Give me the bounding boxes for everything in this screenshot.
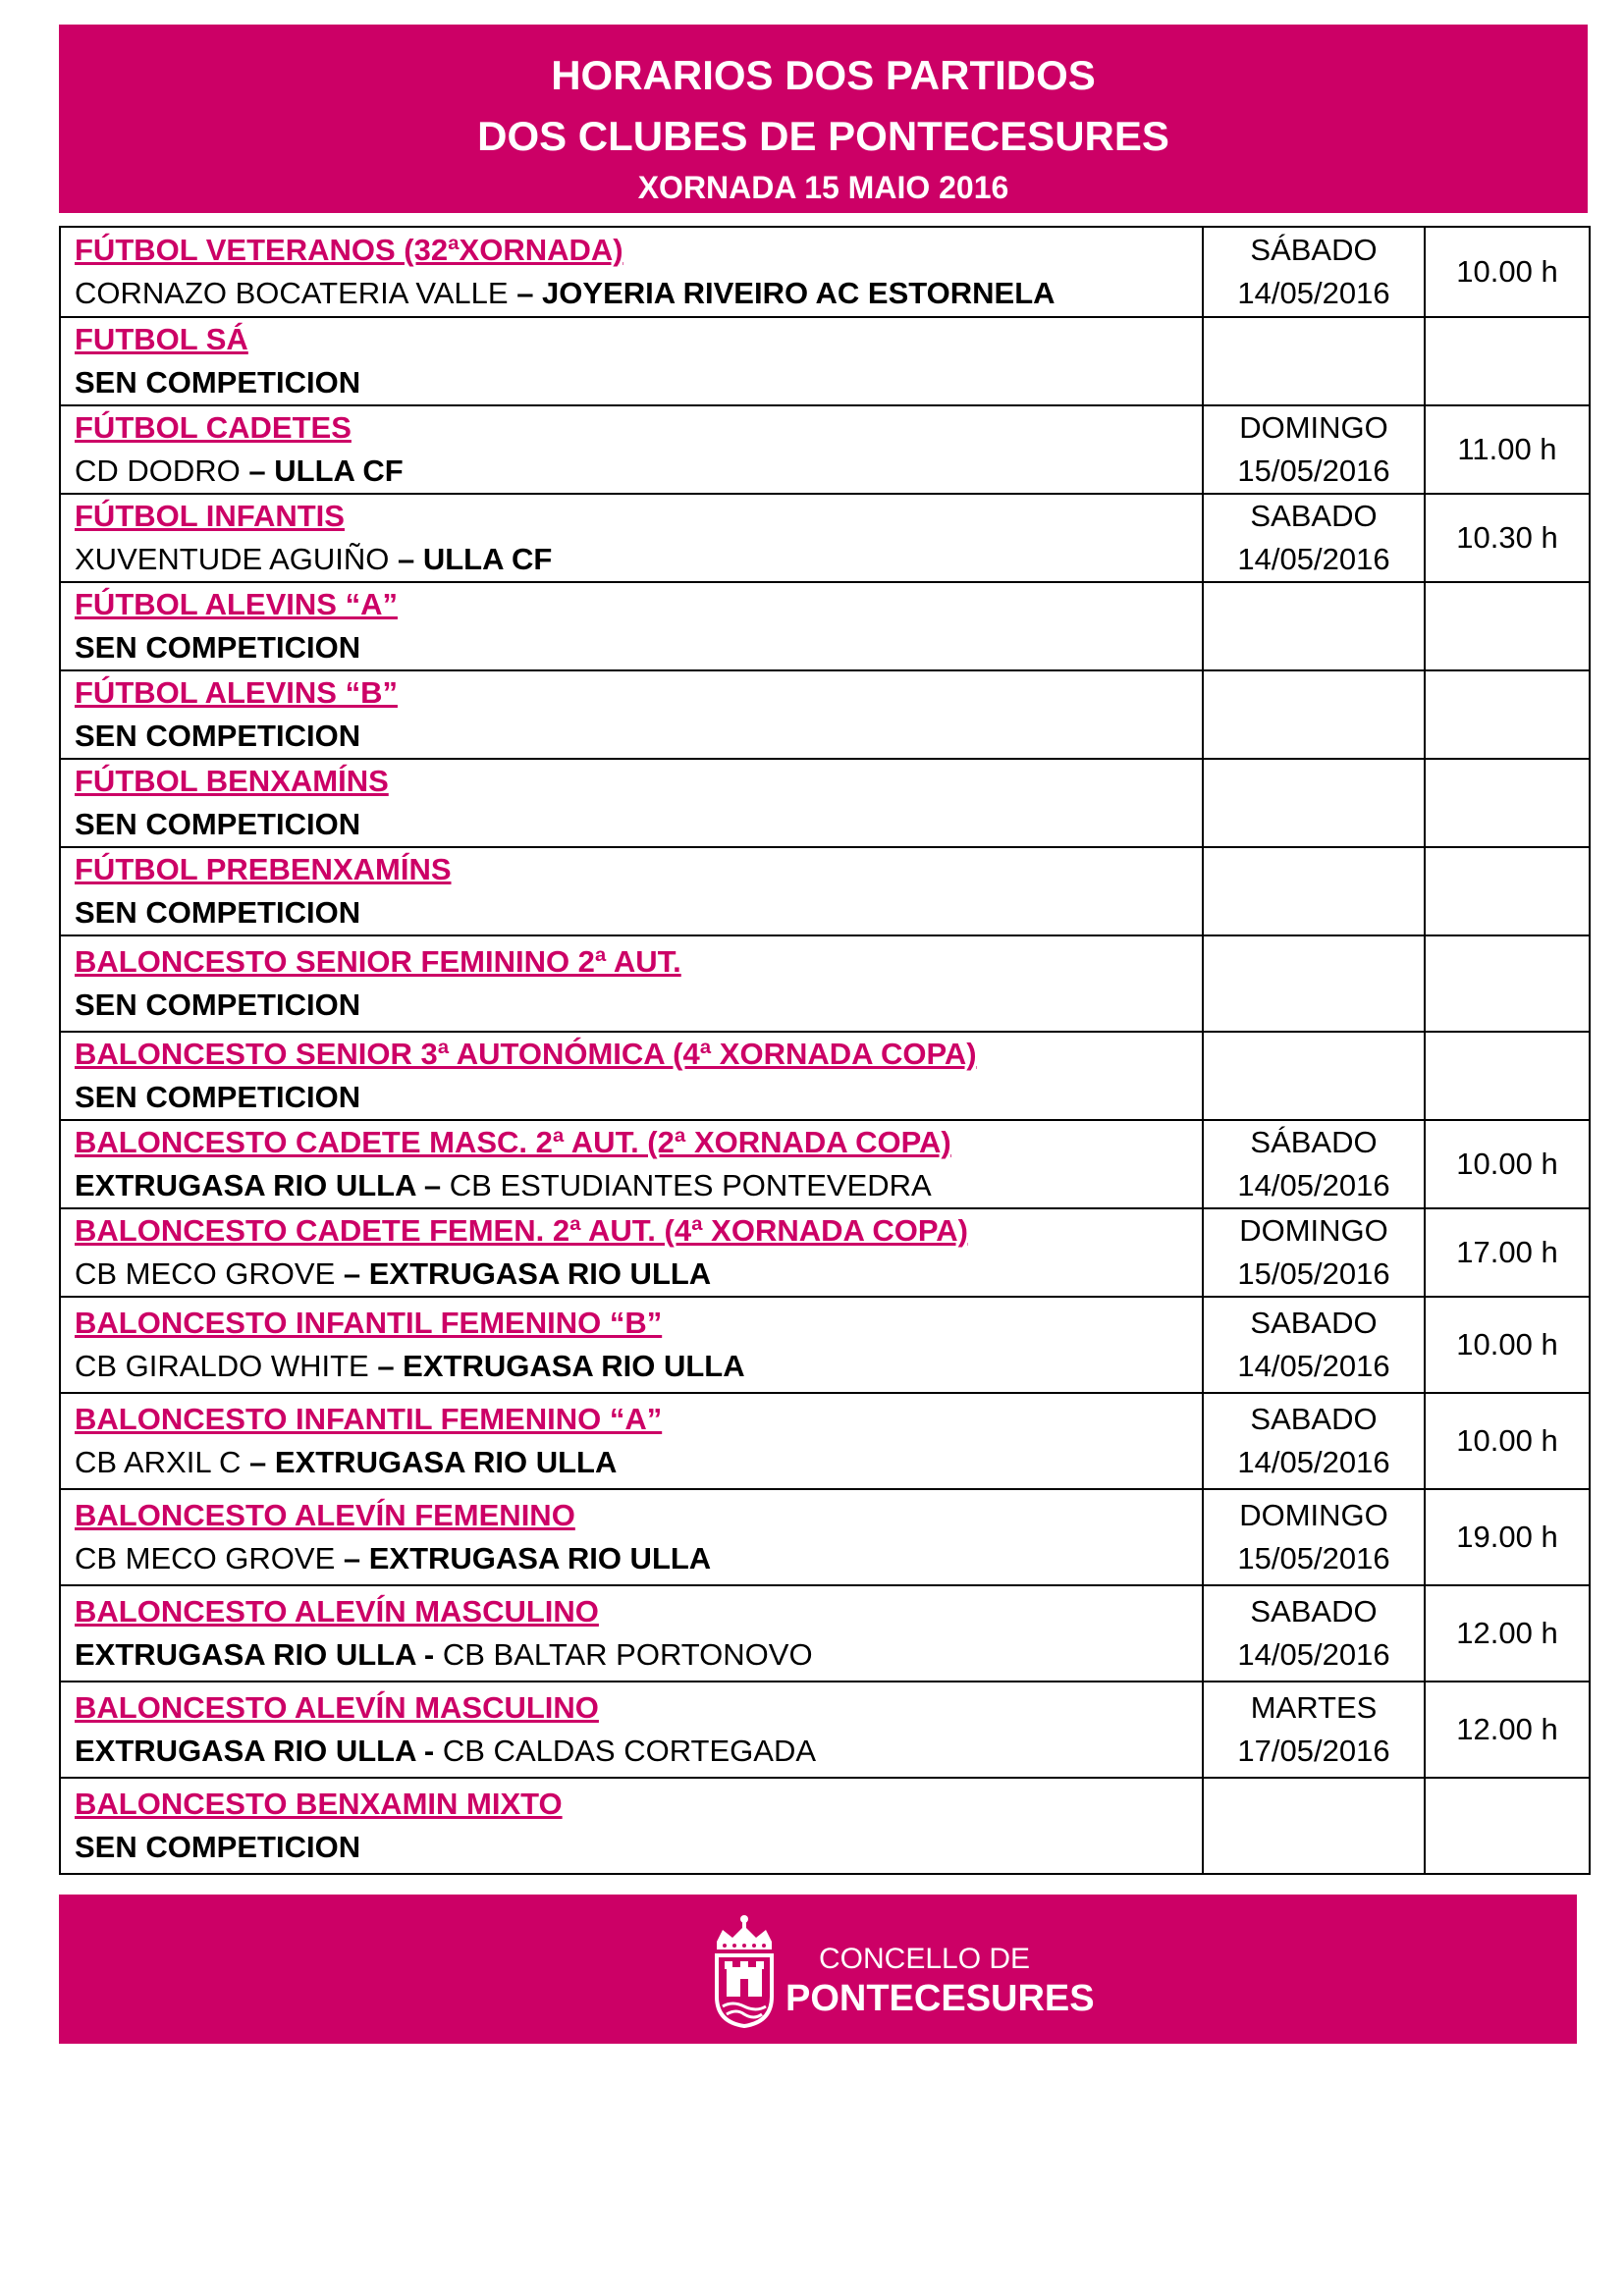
match-time: 10.00 h <box>1425 227 1590 317</box>
team-separator: – <box>241 1445 275 1479</box>
category-label: BALONCESTO ALEVÍN MASCULINO <box>75 1594 599 1629</box>
coat-of-arms-icon <box>713 1912 776 2028</box>
match-date: 14/05/2016 <box>1237 1168 1390 1202</box>
table-row <box>60 494 1590 582</box>
match-cell <box>60 1682 1203 1778</box>
date-cell <box>1203 1208 1425 1297</box>
match-teams <box>75 984 1202 1027</box>
category-label: BALONCESTO ALEVÍN FEMENINO <box>75 1498 575 1532</box>
match-teams <box>75 1345 1202 1388</box>
match-time <box>1425 759 1590 847</box>
team-away: CB CALDAS CORTEGADA <box>442 1734 817 1768</box>
category-label: FÚTBOL INFANTIS <box>75 499 345 533</box>
team-home: CB MECO GROVE <box>75 1256 336 1291</box>
team-home: SEN COMPETICION <box>75 719 361 753</box>
team-home: CB ARXIL C <box>75 1445 242 1479</box>
header-title-line1: HORARIOS DOS PARTIDOS <box>551 52 1096 98</box>
table-row <box>60 1489 1590 1585</box>
match-day: SABADO <box>1250 1306 1378 1340</box>
team-home: SEN COMPETICION <box>75 807 361 841</box>
team-home: EXTRUGASA RIO ULLA <box>75 1637 416 1672</box>
category-label: FÚTBOL PREBENXAMÍNS <box>75 852 452 886</box>
match-cell <box>60 1393 1203 1489</box>
category-label: FÚTBOL VETERANOS (32ªXORNADA) <box>75 233 623 267</box>
table-row <box>60 847 1590 935</box>
date-cell <box>1203 317 1425 405</box>
category-label: FUTBOL SÁ <box>75 322 248 356</box>
match-teams <box>75 1253 1202 1296</box>
table-row <box>60 582 1590 670</box>
match-date: 15/05/2016 <box>1237 454 1390 488</box>
match-cell <box>60 1297 1203 1393</box>
match-day: SÁBADO <box>1250 233 1378 267</box>
match-day: SÁBADO <box>1250 1125 1378 1159</box>
team-away: JOYERIA RIVEIRO AC ESTORNELA <box>542 276 1056 310</box>
date-cell <box>1203 1393 1425 1489</box>
team-away: EXTRUGASA RIO ULLA <box>368 1541 712 1575</box>
footer-line2: PONTECESURES <box>785 1978 1095 2019</box>
page-footer <box>59 1895 1577 2044</box>
team-home: CORNAZO BOCATERIA VALLE <box>75 276 509 310</box>
match-cell <box>60 1032 1203 1120</box>
match-cell <box>60 227 1203 317</box>
date-cell <box>1203 1489 1425 1585</box>
category-label: BALONCESTO SENIOR 3ª AUTONÓMICA (4ª XORNADA COPA) <box>75 1037 977 1071</box>
match-teams <box>75 450 1202 493</box>
date-cell <box>1203 935 1425 1032</box>
match-cell <box>60 935 1203 1032</box>
match-time <box>1425 847 1590 935</box>
table-row <box>60 1585 1590 1682</box>
header-title-line2: DOS CLUBES DE PONTECESURES <box>477 113 1169 159</box>
table-row <box>60 759 1590 847</box>
match-teams <box>75 1537 1202 1580</box>
table-row <box>60 1032 1590 1120</box>
date-cell <box>1203 759 1425 847</box>
date-cell <box>1203 1297 1425 1393</box>
team-home: EXTRUGASA RIO ULLA <box>75 1734 416 1768</box>
table-row <box>60 1393 1590 1489</box>
category-label: BALONCESTO ALEVÍN MASCULINO <box>75 1690 599 1725</box>
date-cell <box>1203 582 1425 670</box>
match-date: 14/05/2016 <box>1237 1349 1390 1383</box>
match-date: 14/05/2016 <box>1237 276 1390 310</box>
table-row <box>60 1208 1590 1297</box>
match-teams <box>75 626 1202 669</box>
match-time: 17.00 h <box>1425 1208 1590 1297</box>
team-away: EXTRUGASA RIO ULLA <box>274 1445 618 1479</box>
team-separator: – <box>368 1349 404 1383</box>
team-home: CB GIRALDO WHITE <box>75 1349 369 1383</box>
match-time <box>1425 1032 1590 1120</box>
match-date: 17/05/2016 <box>1237 1734 1390 1768</box>
date-cell <box>1203 1032 1425 1120</box>
match-day: SABADO <box>1250 1594 1378 1629</box>
match-date: 14/05/2016 <box>1237 1445 1390 1479</box>
match-date: 15/05/2016 <box>1237 1541 1390 1575</box>
match-teams <box>75 538 1202 581</box>
team-home: CB MECO GROVE <box>75 1541 336 1575</box>
match-cell <box>60 1120 1203 1208</box>
match-teams <box>75 361 1202 404</box>
match-date: 15/05/2016 <box>1237 1256 1390 1291</box>
match-teams <box>75 1826 1202 1869</box>
team-home: SEN COMPETICION <box>75 630 361 665</box>
match-day: SABADO <box>1250 1402 1378 1436</box>
match-time: 19.00 h <box>1425 1489 1590 1585</box>
match-time: 10.00 h <box>1425 1393 1590 1489</box>
team-separator: – <box>415 1168 450 1202</box>
match-cell <box>60 1585 1203 1682</box>
date-cell <box>1203 670 1425 759</box>
team-away: EXTRUGASA RIO ULLA <box>368 1256 712 1291</box>
match-time <box>1425 935 1590 1032</box>
date-cell <box>1203 405 1425 494</box>
match-teams <box>75 891 1202 934</box>
team-home: SEN COMPETICION <box>75 988 361 1022</box>
match-teams <box>75 1076 1202 1119</box>
match-time <box>1425 317 1590 405</box>
match-teams <box>75 1164 1202 1207</box>
category-label: BALONCESTO INFANTIL FEMENINO “A” <box>75 1402 663 1436</box>
team-away: EXTRUGASA RIO ULLA <box>403 1349 745 1383</box>
team-away: ULLA CF <box>274 454 404 488</box>
table-row <box>60 1778 1590 1874</box>
match-cell <box>60 582 1203 670</box>
match-time: 12.00 h <box>1425 1682 1590 1778</box>
team-separator: – <box>389 542 423 576</box>
match-date: 14/05/2016 <box>1237 1637 1390 1672</box>
category-label: BALONCESTO CADETE FEMEN. 2ª AUT. (4ª XORNADA COPA) <box>75 1213 968 1248</box>
header-subtitle: XORNADA 15 MAIO 2016 <box>637 170 1009 205</box>
category-label: BALONCESTO SENIOR FEMININO 2ª AUT. <box>75 944 681 979</box>
team-separator: - <box>415 1734 443 1768</box>
category-label: FÚTBOL BENXAMÍNS <box>75 764 389 798</box>
match-teams <box>75 272 1202 315</box>
team-separator: - <box>415 1637 443 1672</box>
match-cell <box>60 494 1203 582</box>
team-away: CB BALTAR PORTONOVO <box>442 1637 813 1672</box>
match-date: 14/05/2016 <box>1237 542 1390 576</box>
match-cell <box>60 670 1203 759</box>
match-time: 10.00 h <box>1425 1297 1590 1393</box>
team-separator: – <box>335 1256 369 1291</box>
date-cell <box>1203 1778 1425 1874</box>
match-cell <box>60 1489 1203 1585</box>
table-row <box>60 670 1590 759</box>
team-separator: – <box>335 1541 369 1575</box>
footer-line1: CONCELLO DE <box>819 1943 1031 1975</box>
match-time <box>1425 670 1590 759</box>
team-away: CB ESTUDIANTES PONTEVEDRA <box>449 1168 932 1202</box>
match-cell <box>60 405 1203 494</box>
match-teams <box>75 1633 1202 1677</box>
match-time <box>1425 582 1590 670</box>
match-day: MARTES <box>1250 1690 1378 1725</box>
category-label: BALONCESTO INFANTIL FEMENINO “B” <box>75 1306 663 1340</box>
date-cell <box>1203 847 1425 935</box>
table-row <box>60 405 1590 494</box>
match-day: DOMINGO <box>1239 410 1388 445</box>
schedule-table <box>59 226 1591 1875</box>
team-home: CD DODRO <box>75 454 241 488</box>
match-cell <box>60 1208 1203 1297</box>
table-row <box>60 1297 1590 1393</box>
category-label: FÚTBOL ALEVINS “B” <box>75 675 398 710</box>
category-label: FÚTBOL CADETES <box>75 410 352 445</box>
table-row <box>60 1682 1590 1778</box>
date-cell <box>1203 1585 1425 1682</box>
team-home: SEN COMPETICION <box>75 1080 361 1114</box>
date-cell <box>1203 494 1425 582</box>
match-time: 11.00 h <box>1425 405 1590 494</box>
team-separator: – <box>240 454 275 488</box>
team-home: SEN COMPETICION <box>75 895 361 930</box>
match-day: DOMINGO <box>1239 1498 1388 1532</box>
table-row <box>60 227 1590 317</box>
category-label: BALONCESTO BENXAMIN MIXTO <box>75 1787 563 1821</box>
match-time: 12.00 h <box>1425 1585 1590 1682</box>
table-row <box>60 935 1590 1032</box>
match-time: 10.00 h <box>1425 1120 1590 1208</box>
team-home: SEN COMPETICION <box>75 1830 361 1864</box>
match-time <box>1425 1778 1590 1874</box>
team-home: SEN COMPETICION <box>75 365 361 400</box>
match-day: DOMINGO <box>1239 1213 1388 1248</box>
match-cell <box>60 1778 1203 1874</box>
table-row <box>60 317 1590 405</box>
date-cell <box>1203 227 1425 317</box>
team-home: XUVENTUDE AGUIÑO <box>75 542 390 576</box>
match-time: 10.30 h <box>1425 494 1590 582</box>
match-teams <box>75 1441 1202 1484</box>
category-label: FÚTBOL ALEVINS “A” <box>75 587 398 621</box>
team-home: EXTRUGASA RIO ULLA <box>75 1168 416 1202</box>
match-cell <box>60 317 1203 405</box>
match-day: SABADO <box>1250 499 1378 533</box>
match-cell <box>60 847 1203 935</box>
match-teams <box>75 715 1202 758</box>
date-cell <box>1203 1682 1425 1778</box>
category-label: BALONCESTO CADETE MASC. 2ª AUT. (2ª XORNADA COPA) <box>75 1125 951 1159</box>
match-teams <box>75 803 1202 846</box>
match-teams <box>75 1730 1202 1773</box>
page-header <box>59 25 1588 213</box>
table-row <box>60 1120 1590 1208</box>
match-cell <box>60 759 1203 847</box>
date-cell <box>1203 1120 1425 1208</box>
team-away: ULLA CF <box>422 542 553 576</box>
team-separator: – <box>508 276 543 310</box>
